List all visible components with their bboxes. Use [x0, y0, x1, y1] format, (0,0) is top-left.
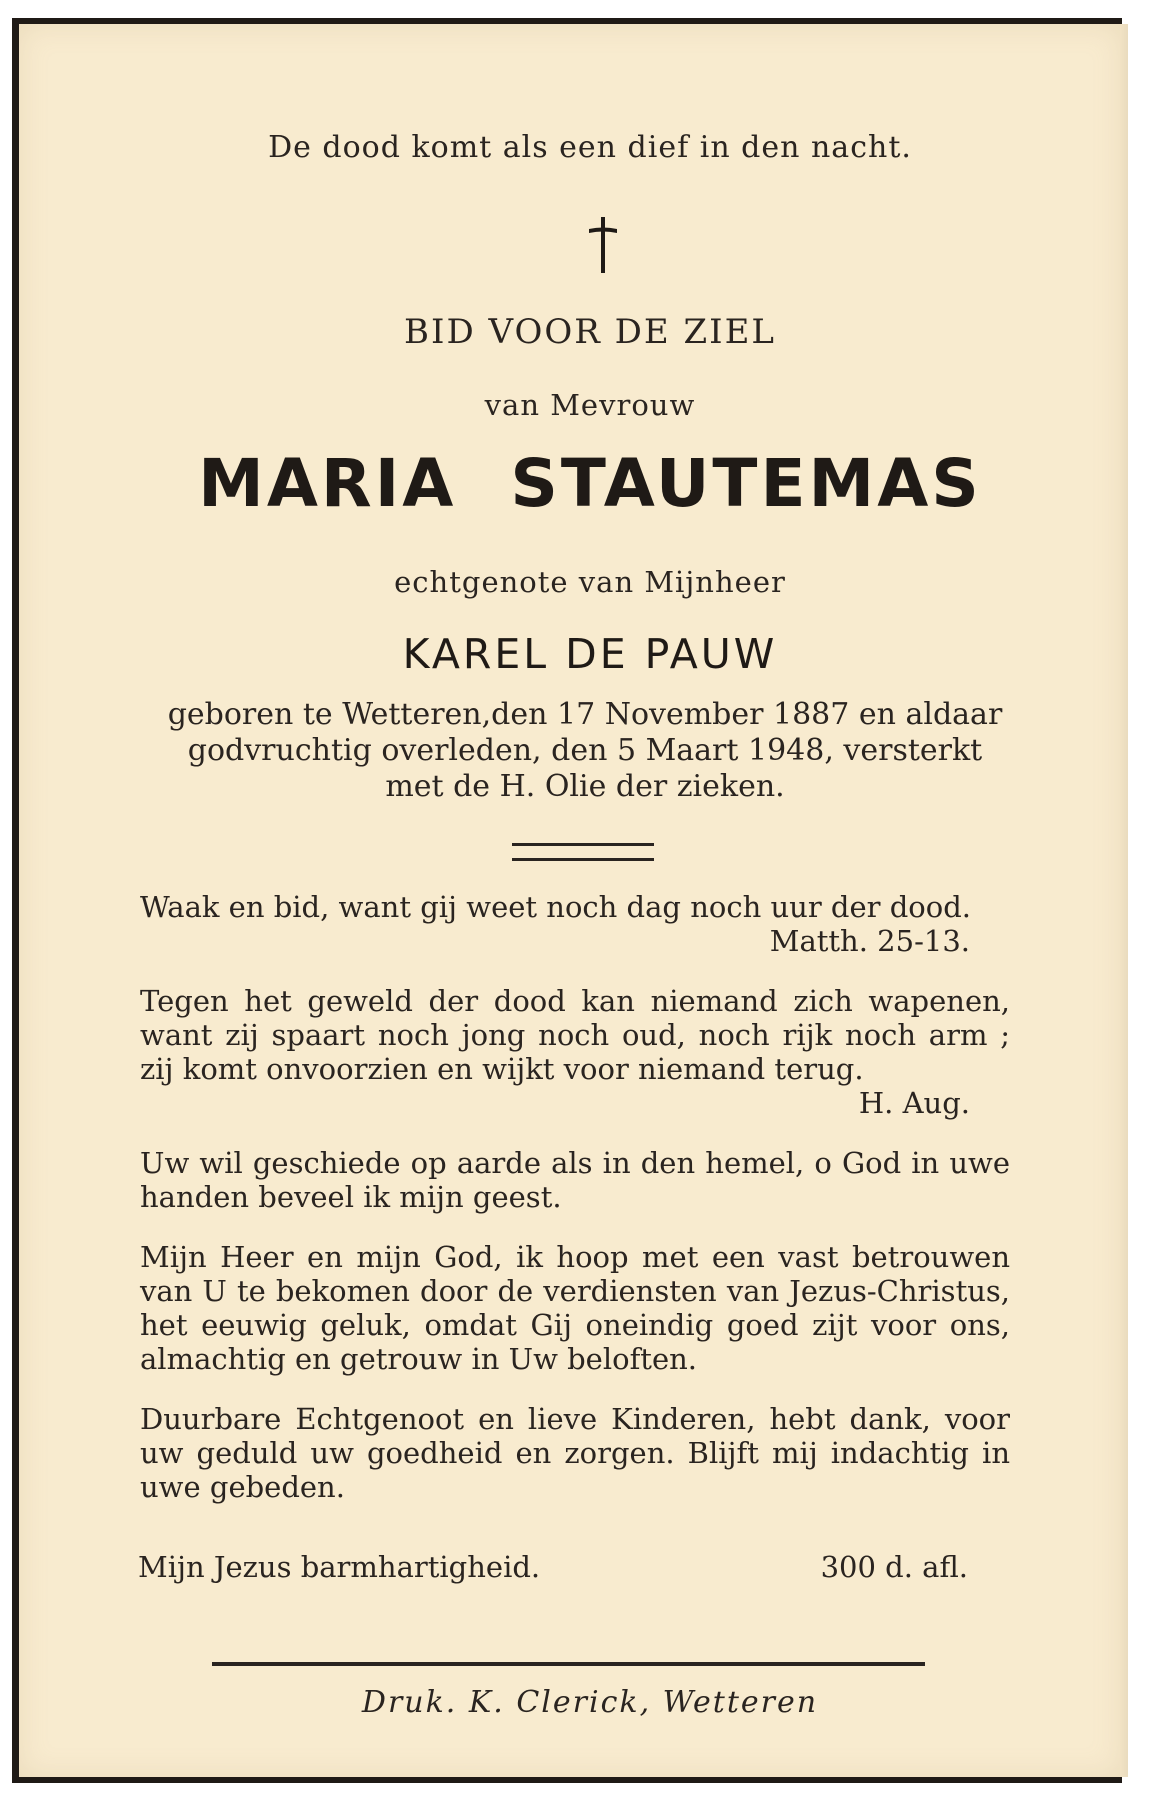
closing-prayer: Mijn Jezus barmhartigheid.: [138, 1550, 541, 1584]
quote-source: Matth. 25-13.: [769, 924, 970, 958]
quote: [140, 1240, 1010, 1376]
motto: De dood komt als een dief in den nacht.: [268, 130, 912, 165]
heading: BID VOOR DE ZIEL: [404, 312, 776, 352]
quote: [140, 1146, 1010, 1214]
closing-line: [138, 1550, 968, 1584]
quote-source: H. Aug.: [858, 1086, 970, 1120]
bottom-divider: [212, 1662, 925, 1666]
title-line: van Mevrouw: [484, 388, 696, 422]
printer-imprint: Druk. K. Clerick, Wetteren: [361, 1685, 819, 1720]
biography: [150, 697, 1020, 805]
deceased-name: MARIA STAUTEMAS: [198, 445, 982, 522]
quote-text: Mijn Heer en mijn God, ik hoop met een vast betrouwen van U te bekomen door de verdiensten van Jezus-Christus, het eeuwig geluk, omdat Gij oneindig goed zijt voor ons, almachtig en getrouw in Uw beloften.: [140, 1240, 1010, 1376]
biography-line: met de H. Olie der zieken.: [385, 769, 785, 804]
spouse-intro: echtgenote van Mijnheer: [394, 565, 786, 599]
quote-text: Duurbare Echtgenoot en lieve Kinderen, hebt dank, voor uw geduld uw goedheid en zorgen. Blijft mij indachtig in uwe gebeden.: [140, 1402, 1010, 1504]
quote-text: Waak en bid, want gij weet noch dag noch uur der dood.: [140, 890, 971, 924]
biography-line: godvruchtig overleden, den 5 Maart 1948, versterkt: [187, 733, 983, 768]
double-divider: [512, 843, 654, 861]
quotes: [140, 890, 1010, 1530]
quote-text: Uw wil geschiede op aarde als in den hemel, o God in uwe handen beveel ik mijn geest.: [140, 1146, 1010, 1214]
quote: [140, 984, 1010, 1120]
spouse-name: KAREL DE PAUW: [402, 630, 778, 678]
quote: [140, 890, 1010, 958]
biography-line: geboren te Wetteren,den 17 November 1887 en aldaar: [167, 697, 1003, 732]
latin-cross-icon: [583, 215, 623, 275]
indulgence: 300 d. afl.: [820, 1550, 968, 1584]
quote: [140, 1402, 1010, 1504]
quote-text: Tegen het geweld der dood kan niemand zich wapenen, want zij spaart noch jong noch oud, noch rijk noch arm ; zij komt onvoorzien en wijkt voor niemand terug.: [140, 984, 1010, 1086]
